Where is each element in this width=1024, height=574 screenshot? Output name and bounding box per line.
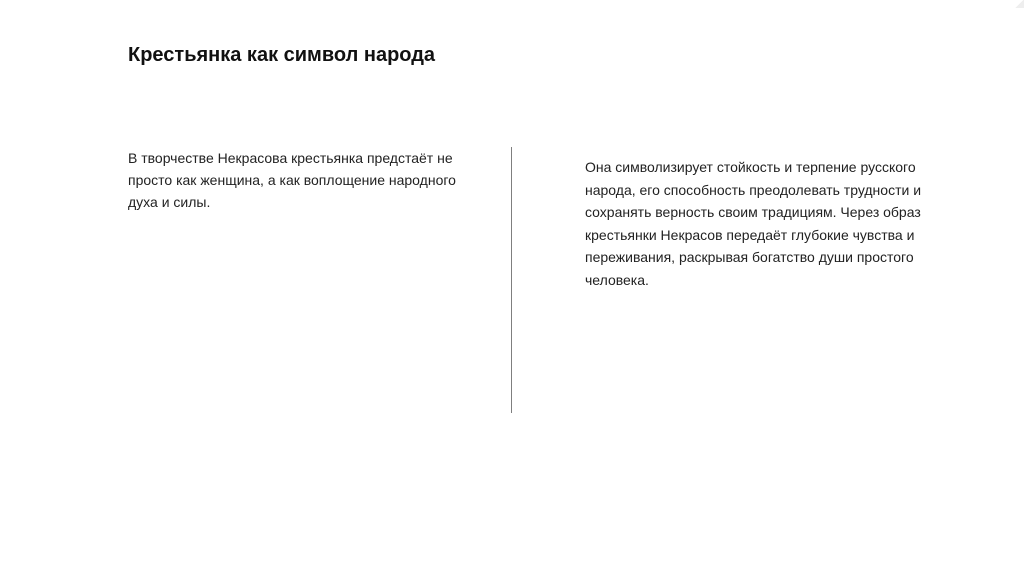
slide-title: Крестьянка как символ народа bbox=[128, 44, 436, 66]
right-column-text: Она символизирует стойкость и терпение русского народа, его способность преодолевать трудности и сохранять верность своим традициям. Через образ крестьянки Некрасов передаёт глубокие чувства и переживания, раскрывая богатство души простого человека. bbox=[585, 159, 922, 288]
left-column-text: В творчестве Некрасова крестьянка предстаёт не просто как женщина, а как воплощение народного духа и силы. bbox=[128, 150, 456, 210]
column-divider bbox=[511, 147, 512, 413]
corner-decoration bbox=[1014, 0, 1024, 8]
